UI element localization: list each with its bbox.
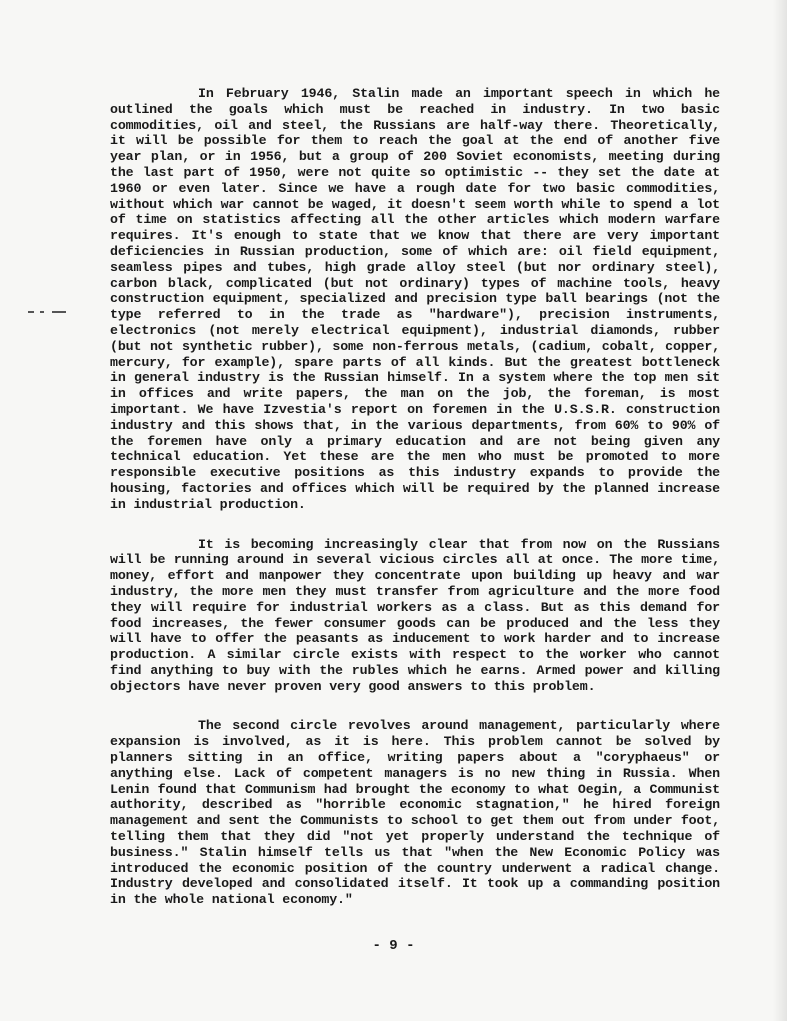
paragraph-1: In February 1946, Stalin made an important speech in which he outlined the goals which must be reached in industry. In two basic commodities, oil and steel, the Russians are half-way there. Theoretically, it will be possible for them to reach the goal at the end of another five year plan, or in 1956, but a group of 200 Soviet economists, meeting during the last part of 1950, were not quite so optimistic -- they set the date at 1960 or even later. Since we have a rough date for two basic commodities, without which war cannot be waged, it doesn't seem worth while to spend a lot of time on statistics affecting all the other articles which modern warfare requires. It's enough to state that we know that there are very important deficiencies in Russian production, some of which are: oil field equipment, seamless pipes and tubes, high grade alloy steel (but nor ordinary steel), carbon black, complicated (but not ordinary) types of machine tools, heavy construction equipment, specialized and precision type ball bearings (not the type referred to in the trade as "hardware"), precision instruments, electronics (not merely electrical equipment), industrial diamonds, rubber (but not synthetic rubber), some non-ferrous metals, (cadium, cobalt, copper, mercury, for example), spare parts of all kinds. But the greatest bottleneck in general industry is the Russian himself. In a system where the top men sit in offices and write papers, the man on the job, the foreman, is most important. We have Izvestia's report on foremen in the U.S.S.R. construction industry and this shows that, in the various departments, from 60% to 90% of the foremen have only a primary education and are not being given any technical education. Yet these are the men who must be promoted to more responsible executive positions as this industry expands to provide the housing, factories and offices which will be required by the planned increase in industrial production. [110,86,720,512]
margin-mark [28,310,68,314]
page-number: - 9 - [372,938,415,954]
body-text [110,86,720,932]
paragraph-3: The second circle revolves around management, particularly where expansion is involved, as it is here. This problem cannot be solved by planners sitting in an office, writing papers about a "coryphaeus" or anything else. Lack of competent managers is no new thing in Russia. When Lenin found that Communism had brought the economy to what Oegin, a Communist authority, described as "horrible economic stagnation," he hired foreign management and sent the Communists to school to get them out from under foot, telling them that they did "not yet properly understand the technique of business." Stalin himself tells us that "when the New Economic Policy was introduced the economic position of the country underwent a radical change. Industry developed and consolidated itself. It took up a commanding position in the whole national economy." [110,718,720,908]
paragraph-2: It is becoming increasingly clear that from now on the Russians will be running around in several vicious circles all at once. The more time, money, effort and manpower they concentrate upon building up heavy and war industry, the more men they must transfer from agriculture and the more food they will require for industrial workers as a class. But as this demand for food increases, the fewer consumer goods can be produced and the less they will have to offer the peasants as inducement to work harder and to increase production. A similar circle exists with respect to the worker who cannot find anything to buy with the rubles which he earns. Armed power and killing objectors have never proven very good answers to this problem. [110,536,720,694]
